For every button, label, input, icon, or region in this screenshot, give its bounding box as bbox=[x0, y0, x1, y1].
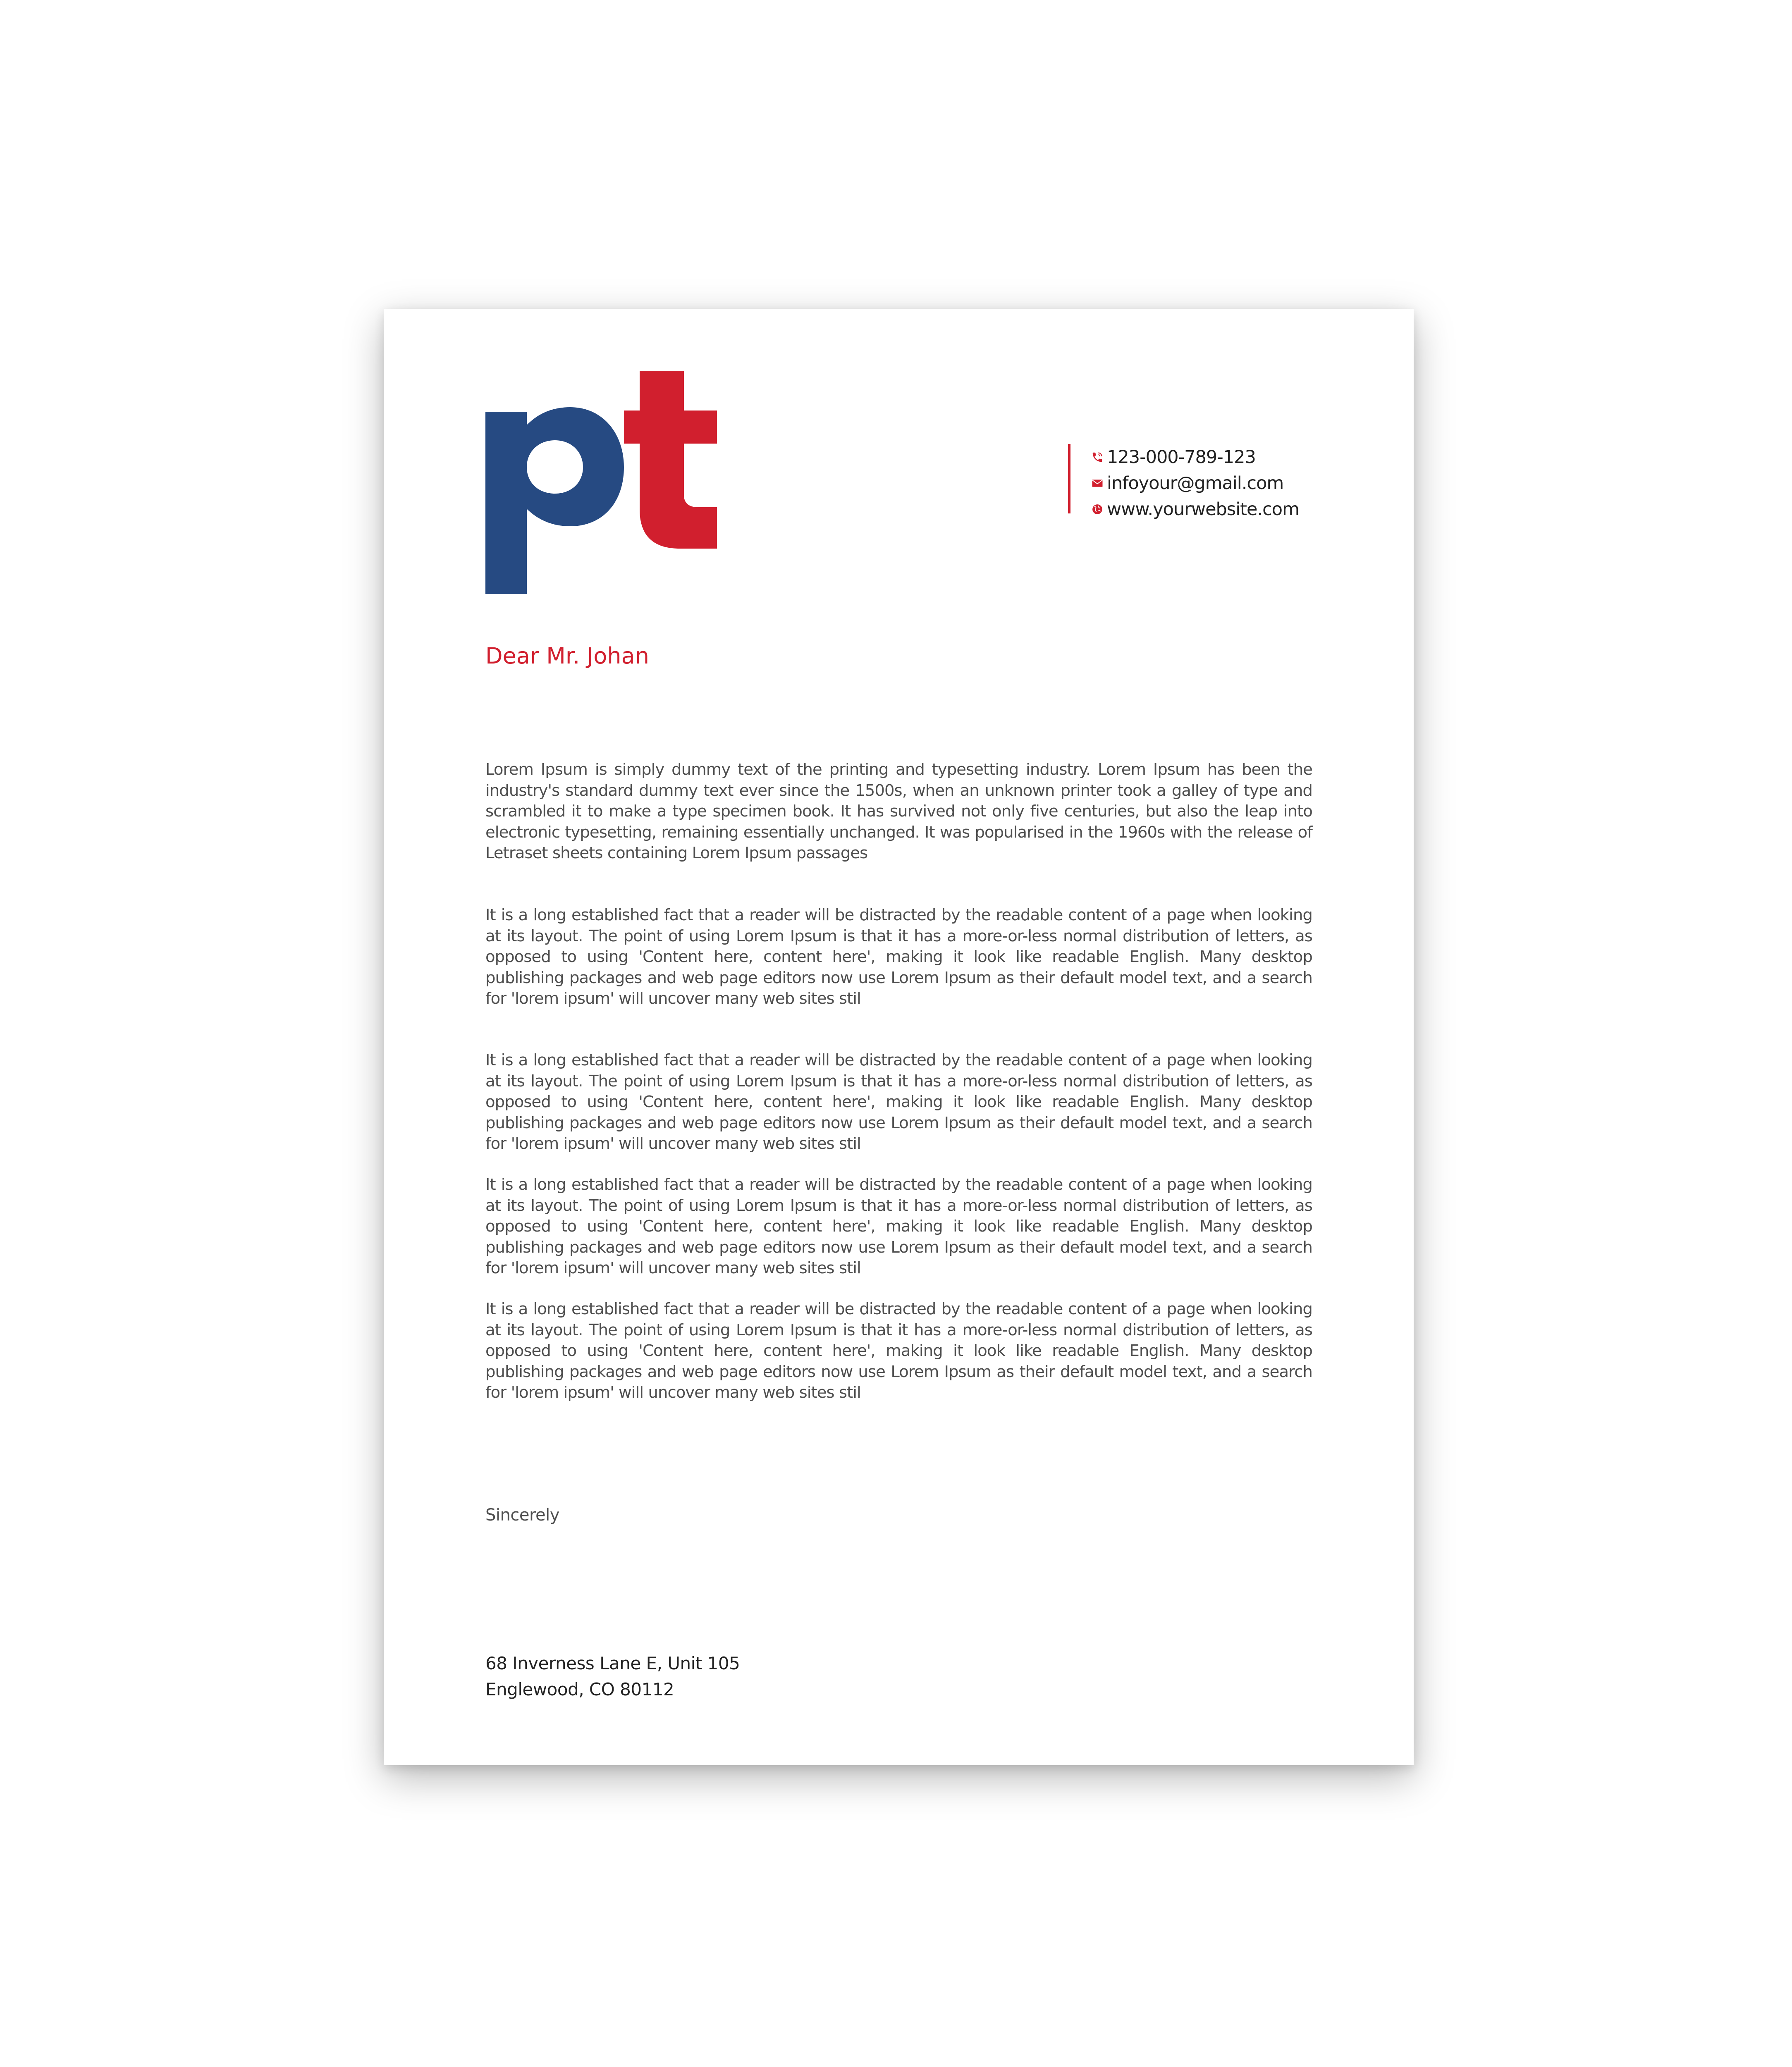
letter-greeting: Dear Mr. Johan bbox=[485, 643, 649, 669]
contact-phone[interactable] bbox=[1091, 444, 1299, 470]
address-block bbox=[485, 1650, 740, 1702]
pt-logo bbox=[485, 371, 717, 594]
body-paragraph: It is a long established fact that a reader will be distracted by the readable content of a page when looking at its layout. The point of using Lorem Ipsum is that it has a more-or-less normal distribution of letters, as opposed to using 'Content here, content here', making it look like readable English. Many desktop publishing packages and web page editors now use Lorem Ipsum as their default model text, and a search for 'lorem ipsum' will uncover many web sites stil bbox=[485, 1300, 1312, 1402]
contact-email[interactable] bbox=[1091, 470, 1299, 496]
contact-website[interactable] bbox=[1091, 496, 1299, 522]
logo-letter-t bbox=[624, 371, 717, 549]
phone-icon bbox=[1091, 451, 1104, 463]
body-paragraph: Lorem Ipsum is simply dummy text of the printing and typesetting industry. Lorem Ipsum has been the industry's standard dummy text ever since the 1500s, when an unknown printer took a galley of type and scrambled it to make a type specimen book. It has survived not only five centuries, but also the leap into electronic typesetting, remaining essentially unchanged. It was popularised in the 1960s with the release of Letraset sheets containing Lorem Ipsum passages bbox=[485, 760, 1312, 862]
body-paragraph: It is a long established fact that a reader will be distracted by the readable content of a page when looking at its layout. The point of using Lorem Ipsum is that it has a more-or-less normal distribution of letters, as opposed to using 'Content here, content here', making it look like readable English. Many desktop publishing packages and web page editors now use Lorem Ipsum as their default model text, and a search for 'lorem ipsum' will uncover many web sites stil bbox=[485, 1175, 1312, 1277]
logo-letter-p bbox=[485, 407, 624, 594]
contact-block bbox=[1068, 444, 1300, 520]
body-paragraph: It is a long established fact that a reader will be distracted by the readable content of a page when looking at its layout. The point of using Lorem Ipsum is that it has a more-or-less normal distribution of letters, as opposed to using 'Content here, content here', making it look like readable English. Many desktop publishing packages and web page editors now use Lorem Ipsum as their default model text, and a search for 'lorem ipsum' will uncover many web sites stil bbox=[485, 906, 1312, 1008]
address-line-2: Englewood, CO 80112 bbox=[485, 1679, 674, 1699]
letter-closing: Sincerely bbox=[485, 1506, 559, 1525]
letterhead-sheet bbox=[384, 309, 1414, 1765]
email-text: infoyour@gmail.com bbox=[1107, 473, 1284, 494]
globe-icon bbox=[1091, 503, 1104, 516]
envelope-icon bbox=[1091, 477, 1104, 489]
body-paragraph: It is a long established fact that a reader will be distracted by the readable content of a page when looking at its layout. The point of using Lorem Ipsum is that it has a more-or-less normal distribution of letters, as opposed to using 'Content here, content here', making it look like readable English. Many desktop publishing packages and web page editors now use Lorem Ipsum as their default model text, and a search for 'lorem ipsum' will uncover many web sites stil bbox=[485, 1051, 1312, 1153]
phone-text: 123-000-789-123 bbox=[1107, 446, 1256, 468]
address-line-1: 68 Inverness Lane E, Unit 105 bbox=[485, 1653, 740, 1673]
website-text: www.yourwebsite.com bbox=[1107, 499, 1300, 520]
